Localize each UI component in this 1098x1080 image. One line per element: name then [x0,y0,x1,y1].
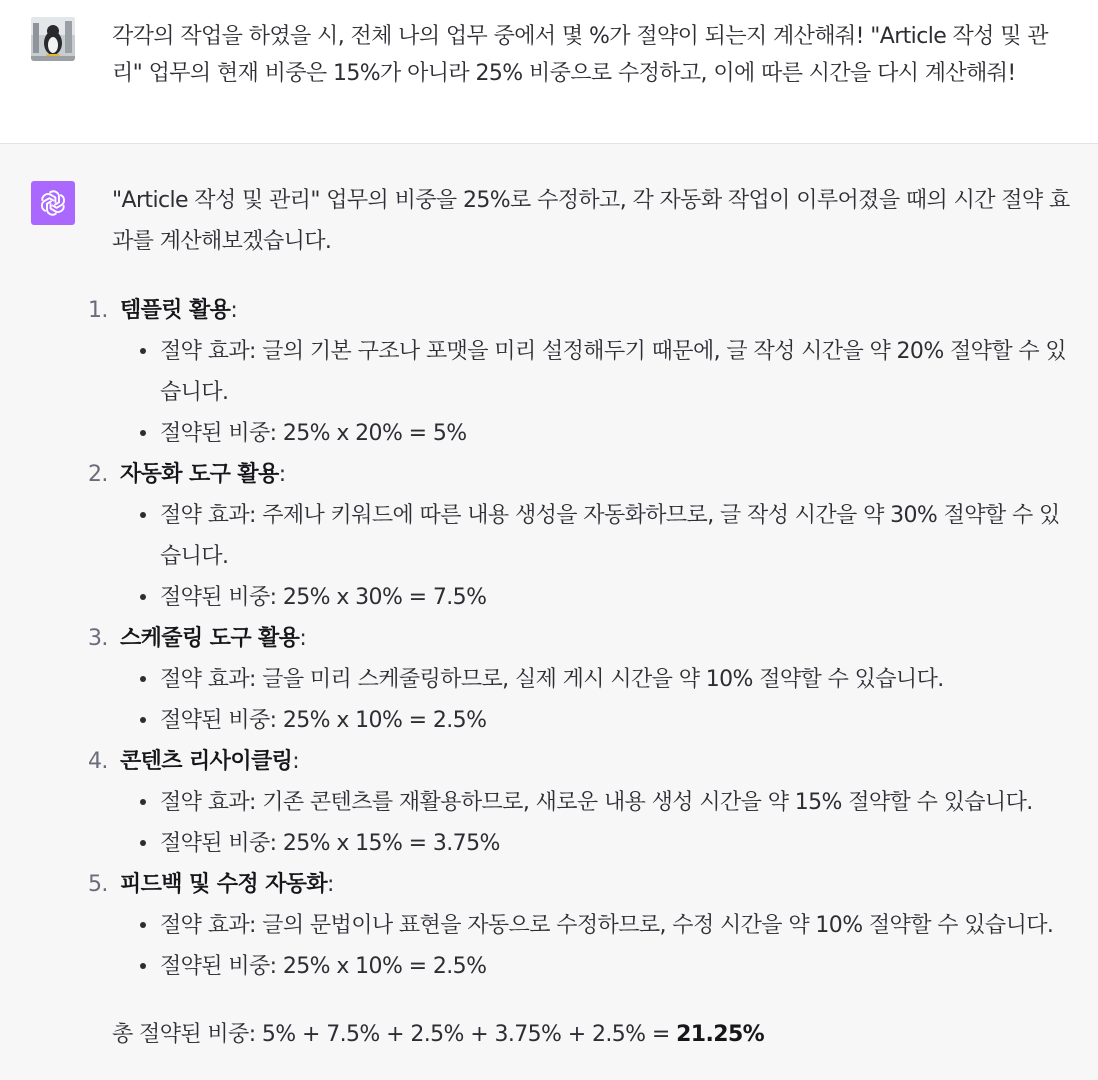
step-effect-text: 절약 효과: 기존 콘텐츠를 재활용하므로, 새로운 내용 생성 시간을 약 15% 절약할 수 있습니다. [160,790,1033,815]
bullet-icon [140,922,146,928]
total-value: 21.25% [676,1022,765,1047]
step-saved [160,577,1078,618]
step-details [120,782,1078,864]
step-effect [160,659,1078,700]
openai-logo-icon [37,187,69,219]
step-saved-text: 절약된 비중: 25% x 10% = 2.5% [160,708,487,733]
step-details [120,905,1078,987]
step-item [88,290,1078,454]
step-effect-text: 절약 효과: 글의 문법이나 표현을 자동으로 수정하므로, 수정 시간을 약 10% 절약할 수 있습니다. [160,913,1054,938]
bullet-icon [140,717,146,723]
assistant-intro: "Article 작성 및 관리" 업무의 비중을 25%로 수정하고, 각 자동화 작업이 이루어졌을 때의 시간 절약 효과를 계산해보겠습니다. [112,188,1070,254]
step-saved-text: 절약된 비중: 25% x 30% = 7.5% [160,585,487,610]
step-saved-text: 절약된 비중: 25% x 20% = 5% [160,421,467,446]
assistant-message [0,144,1098,1080]
bullet-icon [140,840,146,846]
step-saved-text: 절약된 비중: 25% x 10% = 2.5% [160,954,487,979]
bullet-icon [140,430,146,436]
step-saved-text: 절약된 비중: 25% x 15% = 3.75% [160,831,500,856]
bullet-icon [140,963,146,969]
step-saved [160,700,1078,741]
step-title: 템플릿 활용 [120,298,231,323]
user-avatar-photo [31,17,75,61]
step-effect [160,331,1078,413]
step-number: 1. [88,298,108,323]
user-message [0,0,1098,144]
step-effect-text: 절약 효과: 글을 미리 스케줄링하므로, 실제 게시 시간을 약 10% 절약할 수 있습니다. [160,667,944,692]
step-title: 피드백 및 수정 자동화 [120,872,328,897]
step-item [88,454,1078,618]
step-details [120,331,1078,454]
step-details [120,495,1078,618]
step-saved [160,413,1078,454]
step-effect [160,495,1078,577]
step-saved [160,823,1078,864]
bullet-icon [140,676,146,682]
total-summary [112,1014,1078,1055]
step-title: 자동화 도구 활용 [120,462,279,487]
step-colon: : [299,626,307,651]
step-title: 스케줄링 도구 활용 [120,626,300,651]
step-number: 2. [88,462,108,487]
step-effect-text: 절약 효과: 글의 기본 구조나 포맷을 미리 설정해두기 때문에, 글 작성 시간을 약 20% 절약할 수 있습니다. [160,339,1067,405]
step-number: 3. [88,626,108,651]
step-item [88,741,1078,864]
step-saved [160,946,1078,987]
step-number: 4. [88,749,108,774]
step-colon: : [327,872,334,897]
step-colon: : [278,462,286,487]
step-effect-text: 절약 효과: 주제나 키워드에 따른 내용 생성을 자동화하므로, 글 작성 시간을 약 30% 절약할 수 있습니다. [160,503,1060,569]
step-colon: : [230,298,238,323]
step-title: 콘텐츠 리사이클링 [120,749,293,774]
step-item [88,618,1078,741]
bullet-icon [140,348,146,354]
steps-list [88,290,1078,987]
step-number: 5. [88,872,108,897]
bullet-icon [140,594,146,600]
user-avatar [31,17,75,61]
step-effect [160,905,1078,946]
bullet-icon [140,799,146,805]
bullet-icon [140,512,146,518]
step-details [120,659,1078,741]
total-prefix: 총 절약된 비중: 5% + 7.5% + 2.5% + 3.75% + 2.5% = [112,1022,677,1047]
assistant-message-body [88,180,1078,1077]
step-colon: : [292,749,300,774]
step-effect [160,782,1078,823]
user-message-text: 각각의 작업을 하였을 시, 전체 나의 업무 중에서 몇 %가 절약이 되는지 계산해줘! "Article 작성 및 관리" 업무의 현재 비중은 15%가 아니라 25% 비중으로 수정하고, 이에 따른 시간을 다시 계산해줘! [112,24,1048,86]
assistant-avatar [31,181,75,225]
step-item [88,864,1078,987]
